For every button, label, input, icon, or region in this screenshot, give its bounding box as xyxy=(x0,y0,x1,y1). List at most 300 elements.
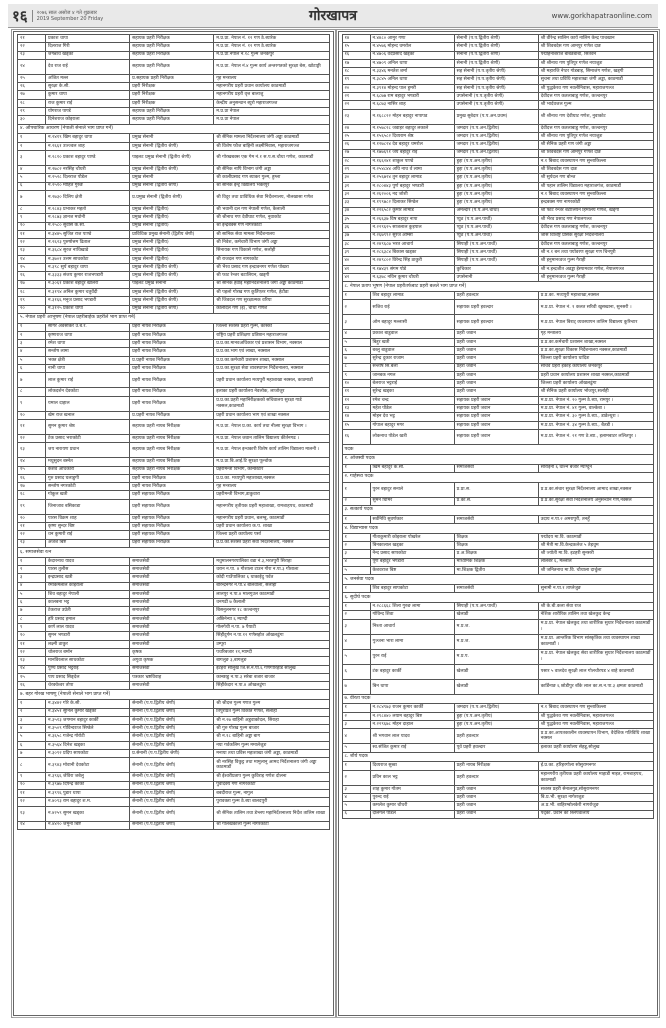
name-cell: पुण्य प्रसाद भट्टराई xyxy=(46,665,130,673)
name-cell: मोहन देव भट्ट xyxy=(370,413,454,421)
rank-cell: खेलाडी xyxy=(454,679,538,694)
name-cell: न.३९८ सुर्य बहादुर थापा xyxy=(46,264,130,272)
serial-number: ८ xyxy=(18,205,46,213)
name-cell: दिव्यराज सुब्बा xyxy=(370,762,454,770)
rank-cell: प्रहरी नायब निरीक्षक xyxy=(130,388,214,396)
serial-number: ११ xyxy=(18,640,46,648)
table-row xyxy=(18,458,330,466)
serial-number: १ xyxy=(342,292,370,300)
rank-cell: समाजसेवी xyxy=(130,566,214,574)
rank-cell: प्रहरी जवान xyxy=(454,810,538,818)
rank-cell: शिक्षक xyxy=(454,533,538,541)
office-cell: श्री विशेष फौज बाहिनी लक्ष्मीनिवास, महाराजगञ्ज xyxy=(214,142,329,150)
rank-cell: प्रहरी नायब निरीक्षक xyxy=(130,323,214,331)
office-cell: श्री श्रीनाथ गण पुतिपुर गणेश नयाजुङ xyxy=(538,59,653,67)
office-cell: श्री शिवबदेस गण दाङ xyxy=(538,166,653,174)
serial-number: ९ xyxy=(18,624,46,632)
page-number: १६ xyxy=(8,6,32,26)
rank-cell: सहायक प्रहरी निरीक्षक xyxy=(130,43,214,51)
name-cell: सुमन कुमार श्रेष्ठ xyxy=(46,419,130,434)
name-cell: दोलगल पौडेल xyxy=(370,810,454,818)
office-cell: बागलुङ ३,बागलुङ xyxy=(214,657,329,665)
serial-number: २० xyxy=(18,305,46,313)
office-cell: श्री निवेश, कर्मचारी विभाग जंगी अड्डा xyxy=(214,239,329,247)
rank-cell: समाजसेवी xyxy=(130,607,214,615)
rank-cell: सेनानी (प.प.द्वितीय श्रेणी) xyxy=(130,733,214,741)
section-heading xyxy=(18,547,330,557)
name-cell: लोकदर्शन देवकोटा xyxy=(46,388,130,396)
name-cell: सुमन भण्डारी xyxy=(46,632,130,640)
name-cell: लाल कुमार राई xyxy=(46,373,130,388)
name-cell: गोविन्द शिवा xyxy=(370,611,454,619)
name-cell: सन्तोष नगरकोटी xyxy=(46,483,130,491)
office-cell: पद्मोदय मा.वि. काठमाडौं xyxy=(538,533,653,541)
table-row xyxy=(342,232,654,240)
serial-number: ३ xyxy=(18,716,46,724)
serial-number: १२ xyxy=(18,239,46,247)
serial-number: १४ xyxy=(18,255,46,263)
rank-cell: प्रमुख सेनानी (द्वितीय) xyxy=(130,222,214,230)
office-cell: म.प्र.प्रा. आन्तरिक विभाग सांस्कृतिक तथा व्यवस्थापन शाखा काठमाडौं । xyxy=(538,634,653,649)
section-heading xyxy=(18,690,330,700)
office-cell: न.१ बिबाद व्यवस्थापन गण सुन्ताकिल्ला xyxy=(538,191,653,199)
name-cell: शिव बहादुर लामाड xyxy=(370,292,454,300)
office-cell: श्री पहलो गोरख गण कुर्तिएतर गणेश, हेटौडा xyxy=(214,288,329,296)
rank-cell: हुद्दा (प.प.अन.तृतीय) xyxy=(454,166,538,174)
serial-number: ७ xyxy=(342,679,370,694)
name-cell: सन्तोष लामा xyxy=(46,348,130,356)
content-columns xyxy=(13,31,658,1016)
serial-number: १७ xyxy=(18,280,46,288)
office-cell: गृह मन्त्रालय xyxy=(214,483,329,491)
rank-cell: सेनानी (प.प.द्वितीय श्रेणी) xyxy=(130,741,214,749)
rank-cell: प्रहरी सहायक निरीक्षक xyxy=(130,531,214,539)
office-cell: सिंहीकेदार न.पा.४ ओखलढुंगा xyxy=(214,682,329,690)
table-row xyxy=(18,599,330,607)
rank-cell: प्रहरी नायब निरीक्षक xyxy=(454,762,538,770)
table-row xyxy=(18,323,330,331)
serial-number: ४ xyxy=(18,725,46,733)
rank-cell: सेनानी (प.प.द्वितीय श्रेणी) xyxy=(130,821,214,829)
serial-number: ४ xyxy=(18,582,46,590)
rank-cell: जमदार (प.प.अन.द्वितीय) xyxy=(454,704,538,712)
office-cell: पद्महिनाबराज बाबडबाबा, सितवन xyxy=(538,51,653,59)
table-row xyxy=(18,388,330,396)
name-cell: शिव बहादुर नेपाली xyxy=(46,590,130,598)
rank-cell: हुद्दा (प.प.अन.तृतीय) xyxy=(454,157,538,165)
table-row xyxy=(18,331,330,339)
serial-number: १५ xyxy=(342,421,370,429)
name-cell: लक्ष्मी ठाकुर xyxy=(46,640,130,648)
office-cell: म.प्र.प्रा नेपाल xyxy=(214,108,329,116)
serial-number: ९ xyxy=(18,396,46,411)
section-heading xyxy=(342,593,654,603)
name-cell: सजिव राई xyxy=(370,300,454,315)
table-row xyxy=(18,539,330,547)
name-cell: न.६३७८ नविन कुमार चौधरी xyxy=(370,274,454,282)
office-cell: इलाका प्रहरी कार्यालय सेहडू,सोलुख xyxy=(538,744,653,752)
serial-number: १५ xyxy=(18,264,46,272)
serial-number: २० xyxy=(342,84,370,92)
serial-number: ६ xyxy=(18,599,46,607)
name-cell: टेकराज उप्रेती xyxy=(46,607,130,615)
serial-number: १२ xyxy=(18,798,46,806)
office-cell: श्री सैनिक प्रहरी गण जंगी अड्डा xyxy=(538,141,653,149)
serial-number: ३५ xyxy=(342,215,370,223)
table-row xyxy=(342,166,654,174)
name-cell: न.२४९८०२ विरेन्द्र सिंह ठाकुरी xyxy=(370,257,454,265)
name-cell: न.२५४८४४ अथि नाथ र्व लामा xyxy=(370,166,454,174)
table-row xyxy=(18,716,330,724)
serial-number: ९ xyxy=(18,214,46,222)
office-cell: गृह मन्त्रालय xyxy=(538,330,653,338)
rank-cell: सहायक प्रहरी निरीक्षक xyxy=(130,116,214,124)
table-row xyxy=(342,794,654,802)
rank-cell: सह सेनानी (प.प.तृतीय श्रेणी) xyxy=(454,68,538,76)
table-row xyxy=(342,679,654,694)
rank-cell: सिपाही (प.प.अन.पाचौं) xyxy=(454,603,538,611)
table-row xyxy=(18,205,330,213)
serial-number: ५ xyxy=(342,649,370,664)
office-cell: म.प्र.प्रा. नेपाल नं. ३० गुल्म ठे.ब्या., डाडेल्धुरा । xyxy=(538,413,653,421)
table-row xyxy=(18,151,330,166)
rank-cell: प्रहरी जवान xyxy=(454,371,538,379)
table-row xyxy=(342,566,654,574)
name-cell: न.१७७६९१ जय बहादुर राई xyxy=(370,149,454,157)
serial-number: २३ xyxy=(342,109,370,124)
serial-number: १८ xyxy=(18,491,46,499)
rank-cell: प्रहरी हवल्दार xyxy=(454,770,538,785)
office-cell: अछिनेन्या ६ म्याग्दी xyxy=(214,615,329,623)
rank-cell: कुचिकार xyxy=(454,265,538,273)
table-row xyxy=(342,405,654,413)
name-cell: न.२२९६२५ साजलाल कुइपाल xyxy=(370,224,454,232)
serial-number: ५ xyxy=(18,356,46,364)
serial-number: ३ xyxy=(342,619,370,634)
table-row xyxy=(342,533,654,541)
serial-number: २ xyxy=(342,712,370,720)
office-cell: श्री इन्द्रबक्स गण नागरकोटी xyxy=(214,222,329,230)
serial-number: १ xyxy=(342,515,370,523)
name-cell: न.३३३३ संजय कुमार राजभण्डारी xyxy=(46,272,130,280)
rank-cell: पाइलट प्रमुख सेनानी (द्वितीय श्रेणी) xyxy=(130,151,214,166)
rank-cell: सहायक प्रहरी नायब निरीक्षक xyxy=(130,419,214,434)
serial-number: ३ xyxy=(18,151,46,166)
table-row xyxy=(342,249,654,257)
serial-number: १३ xyxy=(18,443,46,458)
office-cell: धरान न.पा. ४ गौशाला टाउन गौरा न.पा.३ गौशाला xyxy=(214,566,329,574)
rank-cell: प्रमुख सेनानी (द्वितीय श्रेणी) xyxy=(130,305,214,313)
serial-number: ८ xyxy=(18,388,46,396)
office-cell: प्र.प्र.का.सुरक्षा सेवा व्यवस्थापन निर्देशनालय, नक्साल xyxy=(214,365,329,373)
table-row xyxy=(18,640,330,648)
table-row xyxy=(342,664,654,679)
table-row xyxy=(18,91,330,99)
rank-cell: म.प्र.प. xyxy=(454,649,538,664)
table-row xyxy=(342,149,654,157)
name-cell: कृष्णराज थापा xyxy=(46,331,130,339)
office-cell: श्री श्रीदत्त गुल्म गणत गुल्म xyxy=(214,700,329,708)
name-cell: नानी थापा xyxy=(46,365,130,373)
office-cell: जिल्ला प्रहरी कार्यालय ओखलढुंगा xyxy=(538,380,653,388)
rank-cell: प्रमुख सेनानी (द्वितीय श्रेणी) xyxy=(130,272,214,280)
office-cell: श्री पुद्धकेरव गण नवलीनिवास, महाराजगञ्ज xyxy=(538,712,653,720)
table-row xyxy=(18,607,330,615)
office-cell: प्र.प्र.का. मध्यपुरी महाशाखा,नक्सल xyxy=(214,474,329,482)
serial-number: १२ xyxy=(18,648,46,656)
serial-number: १ xyxy=(342,704,370,712)
serial-number: ६ xyxy=(342,346,370,354)
office-cell: जिल्ला प्रहरी कार्यालय धादिङ xyxy=(538,355,653,363)
rank-cell: सहायक प्रहरी निरीक्षक xyxy=(130,108,214,116)
rank-cell: प्रमुख सेनानी (द्वितीय श्रेणी) xyxy=(130,182,214,190)
table-row xyxy=(18,582,330,590)
rank-cell: समाजसेवी xyxy=(454,464,538,472)
serial-number: १३ xyxy=(342,405,370,413)
table-row xyxy=(342,429,654,444)
rank-cell: सेनानी (प.प.द्वितीय श्रेणी) xyxy=(130,708,214,716)
section-label: ८. नेपाल प्रताप भूषण (नेपाल प्रहरीतर्फबाट प्रहरी बलले भाग प्राप्त गर्ने) xyxy=(342,282,654,292)
section-label: ५. नेपाल प्रहरी आभूषण (नेपाल प्रहरीबाहेक प्रहरीले भाग प्राप्त गर्ने) xyxy=(18,313,330,323)
name-cell: न.३४४२ गोरे के.सी. xyxy=(46,700,130,708)
office-cell: ईटहरा सोलुख जि.स.न.पा.६ गणगोरिहोड सोलुख xyxy=(214,665,329,673)
serial-number: ४ xyxy=(342,729,370,744)
table-row xyxy=(18,247,330,255)
serial-number: २१ xyxy=(342,93,370,101)
rank-cell: हुद्दा (प.प.अन.तृतीय) xyxy=(454,712,538,720)
serial-number: ७ xyxy=(18,373,46,388)
section-label: ७. बहर गोरख भाषणु (नेपाली सेनाले भाग प्राप्त गर्ने) xyxy=(18,690,330,700)
name-cell: न.२५८० सुवास के.सी. xyxy=(46,222,130,230)
rank-cell: सेनानी (प.प.द्वितीय श्रेणी) xyxy=(130,716,214,724)
office-cell: उम्पूरा xyxy=(214,640,329,648)
section-label: पदक xyxy=(342,444,654,454)
table-row xyxy=(18,99,330,107)
name-cell: रमाकमलाल कोइराला xyxy=(46,582,130,590)
rank-cell: सेनानी (प.प.द्वितीय श्रेणी) xyxy=(130,781,214,789)
rank-cell: सेनानी (प.प.द्वितीय श्रेणी) xyxy=(454,35,538,43)
table-row xyxy=(18,373,330,388)
office-cell: म.प्र.प्रा. नेपाल नं. १२ गण ठे.ब्यारेक xyxy=(214,35,329,43)
table-row xyxy=(342,413,654,421)
table-row xyxy=(18,789,330,797)
left-table xyxy=(18,35,330,830)
serial-number: १ xyxy=(18,700,46,708)
rank-cell: जमदार (प.प.अन.द्वितीय) xyxy=(454,132,538,140)
serial-number: १० xyxy=(18,222,46,230)
office-cell: ई.प्र.का. हरिहरगोला सोसुरामनगर xyxy=(538,762,653,770)
serial-number: २३ xyxy=(18,51,46,59)
office-cell: प्र.प्र.का.कर्मचारी प्रशासन शाखा,नक्सल xyxy=(538,338,653,346)
serial-number: १८ xyxy=(18,288,46,296)
name-cell: न.२८६३८४ बिकास खड्का xyxy=(370,249,454,257)
table-row xyxy=(18,365,330,373)
table-row xyxy=(342,35,654,43)
office-cell: म.प्र.प्रा. नेपाल खेलकुद सेवा शारीरिक सुधार निर्देशनालय काठमाडौं । xyxy=(538,649,653,664)
office-cell: प्र.प्र.का.प्रहरी महानिरीक्षकको सचिवालय सुरक्षा गार्ड नक्सल,काठमाडौं xyxy=(214,396,329,411)
name-cell: गोकुल खत्री xyxy=(46,491,130,499)
rank-cell: सेनानी (प.प.द्वितीय श्रेणी) xyxy=(130,806,214,821)
table-row xyxy=(342,215,654,223)
name-cell: न.३१२५ प्रकाश थापा xyxy=(46,305,130,313)
footer-rule xyxy=(13,1017,658,1018)
office-cell: म.प्र.प्रा. नेपाल बिराट् व्यवस्थापन तालिम विद्यालय कुरिन्टार xyxy=(538,315,653,330)
name-cell: न.३६५८ गजेन्द्र गोरोटी xyxy=(46,733,130,741)
office-cell: म.प्र.प्रा. नेपाल नं. १ कलत सरिवी खुसखाना, सुनसरी । xyxy=(538,300,653,315)
table-row xyxy=(18,474,330,482)
table-row xyxy=(18,280,330,288)
serial-number: १८ xyxy=(342,68,370,76)
website-link[interactable]: www.gorkhapatraonline.com xyxy=(552,12,652,20)
rank-cell: पत्रकार भ्रष्टविवाह xyxy=(130,673,214,681)
rank-cell: समाजसेवी xyxy=(130,624,214,632)
table-row xyxy=(342,762,654,770)
office-cell: श्री सुर्यदल गण बोन्ज xyxy=(538,174,653,182)
serial-number: ५ xyxy=(342,566,370,574)
table-row xyxy=(342,721,654,729)
section-heading xyxy=(342,282,654,292)
name-cell: यमाल दाहाल xyxy=(46,396,130,411)
serial-number: १ xyxy=(18,557,46,565)
table-row xyxy=(18,514,330,522)
masthead xyxy=(8,4,658,28)
rank-cell: प्रहरी सहायक निरीक्षक xyxy=(130,523,214,531)
section-heading xyxy=(342,752,654,762)
table-row xyxy=(18,566,330,574)
name-cell: न.३७०१ उत्तम साथकोटा xyxy=(46,255,130,263)
serial-number: १६ xyxy=(18,474,46,482)
rank-cell: अमल्दार (प.प.अन.चौथो) xyxy=(454,207,538,215)
office-cell: प्रहरीमन्त्री विभाग,डाकुवारा xyxy=(214,491,329,499)
office-cell: श्री वीरेन्द्र सालिम कार्य नालिम केन्द्र पाचखान xyxy=(538,35,653,43)
rank-cell: प्रहरी जवान xyxy=(454,794,538,802)
name-cell: न.३४४५ सुजित राज पाण्डे xyxy=(46,230,130,238)
table-row xyxy=(342,464,654,472)
table-row xyxy=(18,74,330,82)
serial-number: २० xyxy=(18,514,46,522)
office-cell: प्र.प्र.का.सुरक्षा विकास निर्देशनालय नक्सल,काठमाडौं xyxy=(538,346,653,354)
serial-number: ३९ xyxy=(342,249,370,257)
rank-cell: सेनानी (प.प.द्वितीय श्रेणी) xyxy=(130,798,214,806)
serial-number: ५ xyxy=(18,174,46,182)
rank-cell: हुद्दा (प.प.अन.तृतीय) xyxy=(454,199,538,207)
table-row xyxy=(18,214,330,222)
name-cell: न.३८४५ अनिल थापा xyxy=(370,76,454,84)
rank-cell: प्रहरी सहायक निरीक्षक xyxy=(130,539,214,547)
office-cell: श्री फाट रेन्जर बटालियन हिमालय गणेश, खड्गी xyxy=(538,207,653,215)
name-cell: न.१७४३९ संगम पोडे xyxy=(370,265,454,273)
table-row xyxy=(18,288,330,296)
section-heading xyxy=(342,575,654,585)
name-cell: बेलराज भट्टराई xyxy=(370,380,454,388)
rank-cell: प्रहरी निरीक्षक xyxy=(130,99,214,107)
serial-number: १९ xyxy=(18,297,46,305)
section-label: २. गार्हस्थ्य पदक xyxy=(342,472,654,482)
serial-number: ४ xyxy=(342,634,370,649)
table-row xyxy=(18,396,330,411)
office-cell: म.प्र.प्रा. नेपाल प्र.का. कार्य तथा नीत्सा सुरक्षा विभाग । xyxy=(214,419,329,434)
rank-cell: प्रहरी जवान xyxy=(454,363,538,371)
section-label: १. ओजस्वी पदक xyxy=(342,454,654,464)
office-cell: सिंहीदुर्गम न.पा.१२ गणेसहोत ओखलढुंगा xyxy=(214,632,329,640)
rank-cell: पाइलट प्रमुख सेनानी xyxy=(130,280,214,288)
name-cell: न.३५६४ दिनेश खड्का xyxy=(46,741,130,749)
table-row xyxy=(18,51,330,59)
serial-number: ८ xyxy=(18,615,46,623)
office-cell: श्री सैनिक नापि विभाग जंगी अड्डा xyxy=(214,166,329,174)
rank-cell: प्रमुख सेनानी (द्वितीय श्रेणी) xyxy=(130,288,214,296)
rank-cell: मा.शिक्षक द्वितीय xyxy=(454,566,538,574)
office-cell: श्री शिवबदेस गण आमपुर गणेश दाङ xyxy=(538,149,653,157)
rank-cell: प्रहरी सहायक निरीक्षक xyxy=(130,499,214,514)
section-heading xyxy=(342,472,654,482)
rank-cell: प्रहरी जवान xyxy=(454,802,538,810)
table-row xyxy=(342,550,654,558)
serial-number: २ xyxy=(342,611,370,619)
name-cell: टेक प्रसाद भराकोटी xyxy=(46,434,130,442)
office-cell: बि.प्र.भी. सुरक्षा नागेशजुङ xyxy=(538,794,653,802)
serial-number: ३० xyxy=(18,116,46,124)
office-cell: कान्छाडु न.पा.३ सरेबा बजार बाजार xyxy=(214,673,329,681)
table-row xyxy=(18,615,330,623)
name-cell: चोलराज बर्मान xyxy=(46,648,130,656)
table-row xyxy=(18,781,330,789)
name-cell: न.६८७३ नासिर शाह xyxy=(370,101,454,109)
office-cell: सिनायक गण विकासे गणेश, सर्लाही xyxy=(214,247,329,255)
rank-cell: शिक्षक xyxy=(454,542,538,550)
table-row xyxy=(342,240,654,248)
table-row xyxy=(342,363,654,371)
serial-number: ४२ xyxy=(342,274,370,282)
table-row xyxy=(342,515,654,523)
rank-cell: प्रमुख सुबेदार (प.प.अन.प्रथम) xyxy=(454,109,538,124)
table-row xyxy=(342,770,654,785)
name-cell: पाप प्रसाद सिङ्देल xyxy=(46,673,130,681)
table-row xyxy=(342,330,654,338)
rank-cell: सेनानी (प.प.द्वितीय श्रेणी) xyxy=(454,51,538,59)
name-cell: न.२८७३ ज्ञानज मधोनी xyxy=(46,214,130,222)
name-cell: न.२६२३ पुरुषोत्तम ढिताल xyxy=(46,239,130,247)
table-row xyxy=(18,821,330,829)
rank-cell: प्रहरी नायब निरीक्षक xyxy=(130,365,214,373)
rank-cell: प्रमुख सेनानी (द्वितीय श्रेणी) xyxy=(130,142,214,150)
name-cell: दिलराज गिरी xyxy=(46,43,130,51)
rank-cell: समाजसेवी xyxy=(130,599,214,607)
section-label: ३. सत्कार्य पदक xyxy=(342,505,654,515)
serial-number: १६ xyxy=(18,682,46,690)
name-cell: कुमार थापा xyxy=(46,91,130,99)
office-cell: श्री न.१८ बाहिनी अड्डा बाग xyxy=(214,733,329,741)
table-row xyxy=(18,483,330,491)
table-row xyxy=(342,611,654,619)
rank-cell: प्युठ (प.प.अन.पाचौं) xyxy=(454,232,538,240)
office-cell: उदाय न.पा.२ अमरापुरी, तनहुँ xyxy=(538,515,653,523)
rank-cell: प्रहरी हवल्दार xyxy=(454,292,538,300)
office-cell: श्री भैरव प्रसाद गण नेपालगञ्ज xyxy=(538,215,653,223)
rank-cell: उपसेनानी (प.प.तृतीय श्रेणी) xyxy=(454,93,538,101)
serial-number: ३ xyxy=(342,315,370,330)
name-cell: नैन्द प्रसाद सापकोटा xyxy=(370,550,454,558)
name-cell: सुरेन्द्र खड्का xyxy=(370,388,454,396)
name-cell: न.१५७८२८ जवाहर बहादुर लकाले xyxy=(370,124,454,132)
serial-number: १४ xyxy=(18,458,46,466)
name-cell: न.४०९३ राम बहादुर श.म. xyxy=(46,798,130,806)
rank-cell: सेनानी (प.प.द्वितीय श्रेणी) xyxy=(130,700,214,708)
serial-number: १९ xyxy=(342,76,370,84)
office-cell: श्री गोरखबक्स एक गेम नं.१ स.प.स.चौथा गणेश, काठमाडौं xyxy=(214,151,329,166)
office-cell: म.प्र.प्रा.बि.आई.टि सुरक्षा पूल्चोक xyxy=(214,458,329,466)
table-row xyxy=(342,300,654,315)
